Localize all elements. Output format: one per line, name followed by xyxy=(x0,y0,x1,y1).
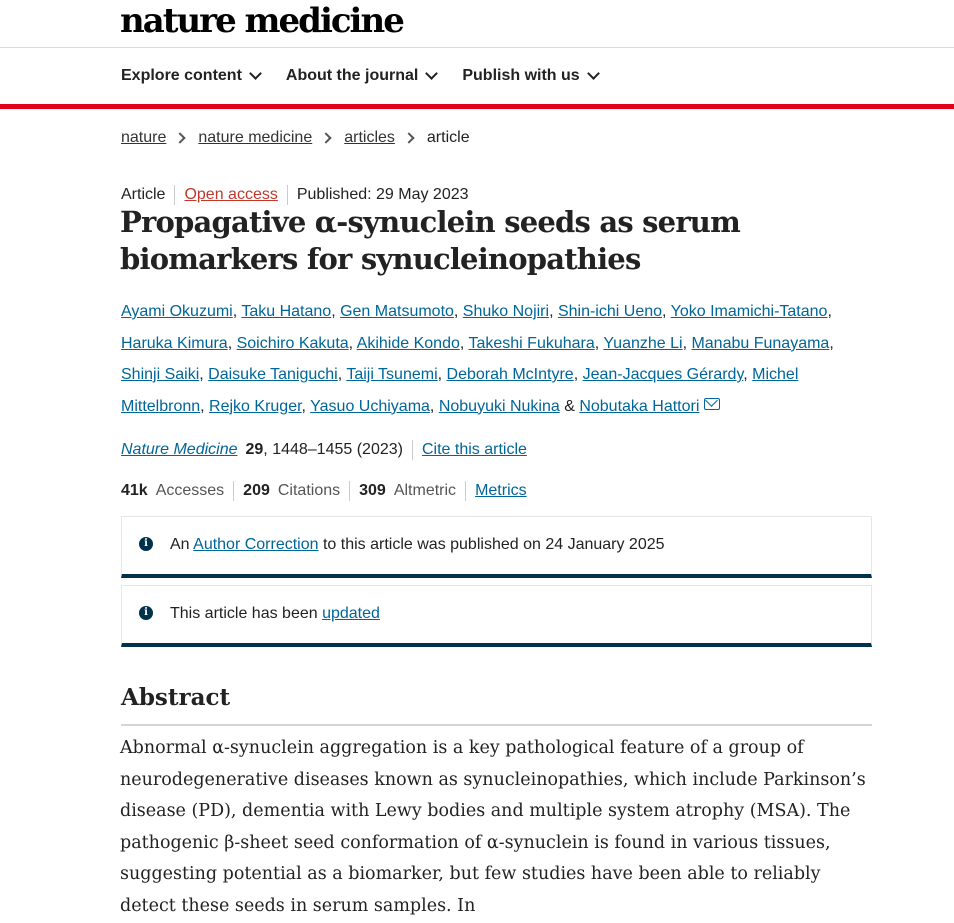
chevron-right-icon xyxy=(403,132,414,143)
masthead xyxy=(0,0,954,48)
author-link[interactable]: Yuanzhe Li xyxy=(603,334,683,352)
author-link[interactable]: Takeshi Fukuhara xyxy=(468,334,595,352)
author-link[interactable]: Nobutaka Hattori xyxy=(579,397,700,415)
altmetric-label: Altmetric xyxy=(393,482,457,499)
author-link[interactable]: Daisuke Taniguchi xyxy=(208,366,338,383)
author-link[interactable]: Taiji Tsunemi xyxy=(346,366,438,383)
info-icon: i xyxy=(139,606,153,620)
nature-medicine-logo[interactable]: nature medicine xyxy=(120,1,403,41)
cite-this-article-link[interactable]: Cite this article xyxy=(421,441,527,458)
author-link[interactable]: Shinji Saiki xyxy=(121,366,200,383)
notice-text xyxy=(170,536,665,554)
author-link[interactable]: Michel Mittelbronn xyxy=(121,366,799,415)
author-link[interactable]: Manabu Funayama xyxy=(691,334,830,352)
chevron-right-icon xyxy=(175,132,186,143)
author-link[interactable]: Ayami Okuzumi xyxy=(121,303,233,320)
notice-text-post: to this article was published on 24 January 2025 xyxy=(318,536,665,553)
updated-link[interactable]: updated xyxy=(322,605,380,622)
author-link[interactable]: Taku Hatano xyxy=(241,303,332,320)
divider xyxy=(412,440,413,460)
author-link[interactable]: Shin-ichi Ueno xyxy=(557,303,663,320)
updated-notice xyxy=(121,585,872,647)
author-link[interactable]: Haruka Kimura xyxy=(121,334,228,352)
accesses-label: Accesses xyxy=(155,482,225,499)
nav-label: About the journal xyxy=(285,67,419,84)
abstract-text: Abnormal α-synuclein aggregation is a key pathological feature of a group of neurodegenerative diseases known as synucleinopathies, which include Parkinson’s disease (PD), dementia with Lewy bodies and multiple system atrophy (MSA). The pathogenic β-sheet seed conformation of α-synuclein is found in various tissues, suggesting potential as a biomarker, but few studies have been able to reliably detect these seeds in serum samples. In xyxy=(120,738,866,916)
author-correction-notice xyxy=(121,516,872,578)
author-link[interactable]: Deborah McIntyre xyxy=(446,366,574,383)
article-meta xyxy=(121,185,469,205)
citation-line xyxy=(121,440,527,460)
info-icon: i xyxy=(139,537,153,551)
nav-publish-with-us[interactable] xyxy=(462,67,597,85)
chevron-down-icon xyxy=(587,67,600,80)
author-correction-link[interactable]: Author Correction xyxy=(193,536,319,553)
citations-count: 209 xyxy=(243,482,270,499)
author-link[interactable]: Jean-Jacques Gérardy xyxy=(582,366,744,383)
breadcrumb-articles[interactable]: articles xyxy=(344,129,395,146)
chevron-down-icon xyxy=(425,67,438,80)
author-link[interactable]: Soichiro Kakuta xyxy=(236,334,349,352)
main-nav xyxy=(0,48,954,109)
article-metrics xyxy=(121,481,527,501)
accesses-count: 41k xyxy=(121,482,148,499)
metrics-link[interactable]: Metrics xyxy=(475,482,527,499)
breadcrumb xyxy=(121,129,470,147)
nav-label: Explore content xyxy=(121,67,242,84)
chevron-right-icon xyxy=(321,132,332,143)
nav-explore-content[interactable] xyxy=(121,67,260,85)
open-access-link[interactable]: Open access xyxy=(184,186,278,203)
chevron-down-icon xyxy=(249,67,262,80)
article-title: Propagative α-synuclein seeds as serum biomarkers for synucleinopathies xyxy=(120,205,740,276)
envelope-icon[interactable] xyxy=(704,398,720,410)
abstract-heading: Abstract xyxy=(121,684,231,711)
author-link[interactable]: Shuko Nojiri xyxy=(462,303,550,320)
author-link[interactable]: Rejko Kruger xyxy=(209,397,302,415)
pages-year: , 1448–1455 (2023) xyxy=(263,441,403,458)
divider xyxy=(465,481,466,501)
divider xyxy=(233,481,234,501)
author-list: Ayami Okuzumi, Taku Hatano, Gen Matsumoto, Shuko Nojiri, Shin-ichi Ueno, Yoko Imamichi-Tatano, Haruka Kimura, Soichiro Kakuta, Akihide Kondo, Takeshi Fukuhara, Yuanzhe Li, Manabu Funayama, Shinji Saiki, Daisuke Taniguchi, Taiji Tsunemi, Deborah McIntyre, Jean-Jacques Gérardy, Michel Mittelbronn, Rejko Kruger, Yasuo Uchiyama, Nobuyuki Nukina & Nobutaka Hattori xyxy=(121,303,834,415)
divider xyxy=(349,481,350,501)
notice-text xyxy=(170,605,380,623)
divider xyxy=(287,185,288,205)
breadcrumb-nature[interactable]: nature xyxy=(121,129,167,146)
divider xyxy=(121,724,872,726)
author-link[interactable]: Akihide Kondo xyxy=(356,334,460,352)
altmetric-score: 309 xyxy=(359,482,386,499)
breadcrumb-current: article xyxy=(426,129,470,146)
author-link[interactable]: Yasuo Uchiyama xyxy=(310,397,430,415)
citations-label: Citations xyxy=(277,482,341,499)
article-type: Article xyxy=(121,186,166,203)
nav-label: Publish with us xyxy=(462,67,580,84)
volume: 29 xyxy=(245,441,264,458)
notice-text-pre: An xyxy=(170,536,194,553)
published-date: Published: 29 May 2023 xyxy=(296,186,469,203)
author-link[interactable]: Gen Matsumoto xyxy=(340,303,454,320)
journal-link[interactable]: Nature Medicine xyxy=(121,441,238,458)
notice-text-pre: This article has been xyxy=(170,605,323,622)
author-link[interactable]: Yoko Imamichi-Tatano xyxy=(670,303,828,320)
divider xyxy=(174,185,175,205)
breadcrumb-nature-medicine[interactable]: nature medicine xyxy=(198,129,313,146)
nav-about-journal[interactable] xyxy=(286,67,436,85)
author-link[interactable]: Nobuyuki Nukina xyxy=(438,397,560,415)
